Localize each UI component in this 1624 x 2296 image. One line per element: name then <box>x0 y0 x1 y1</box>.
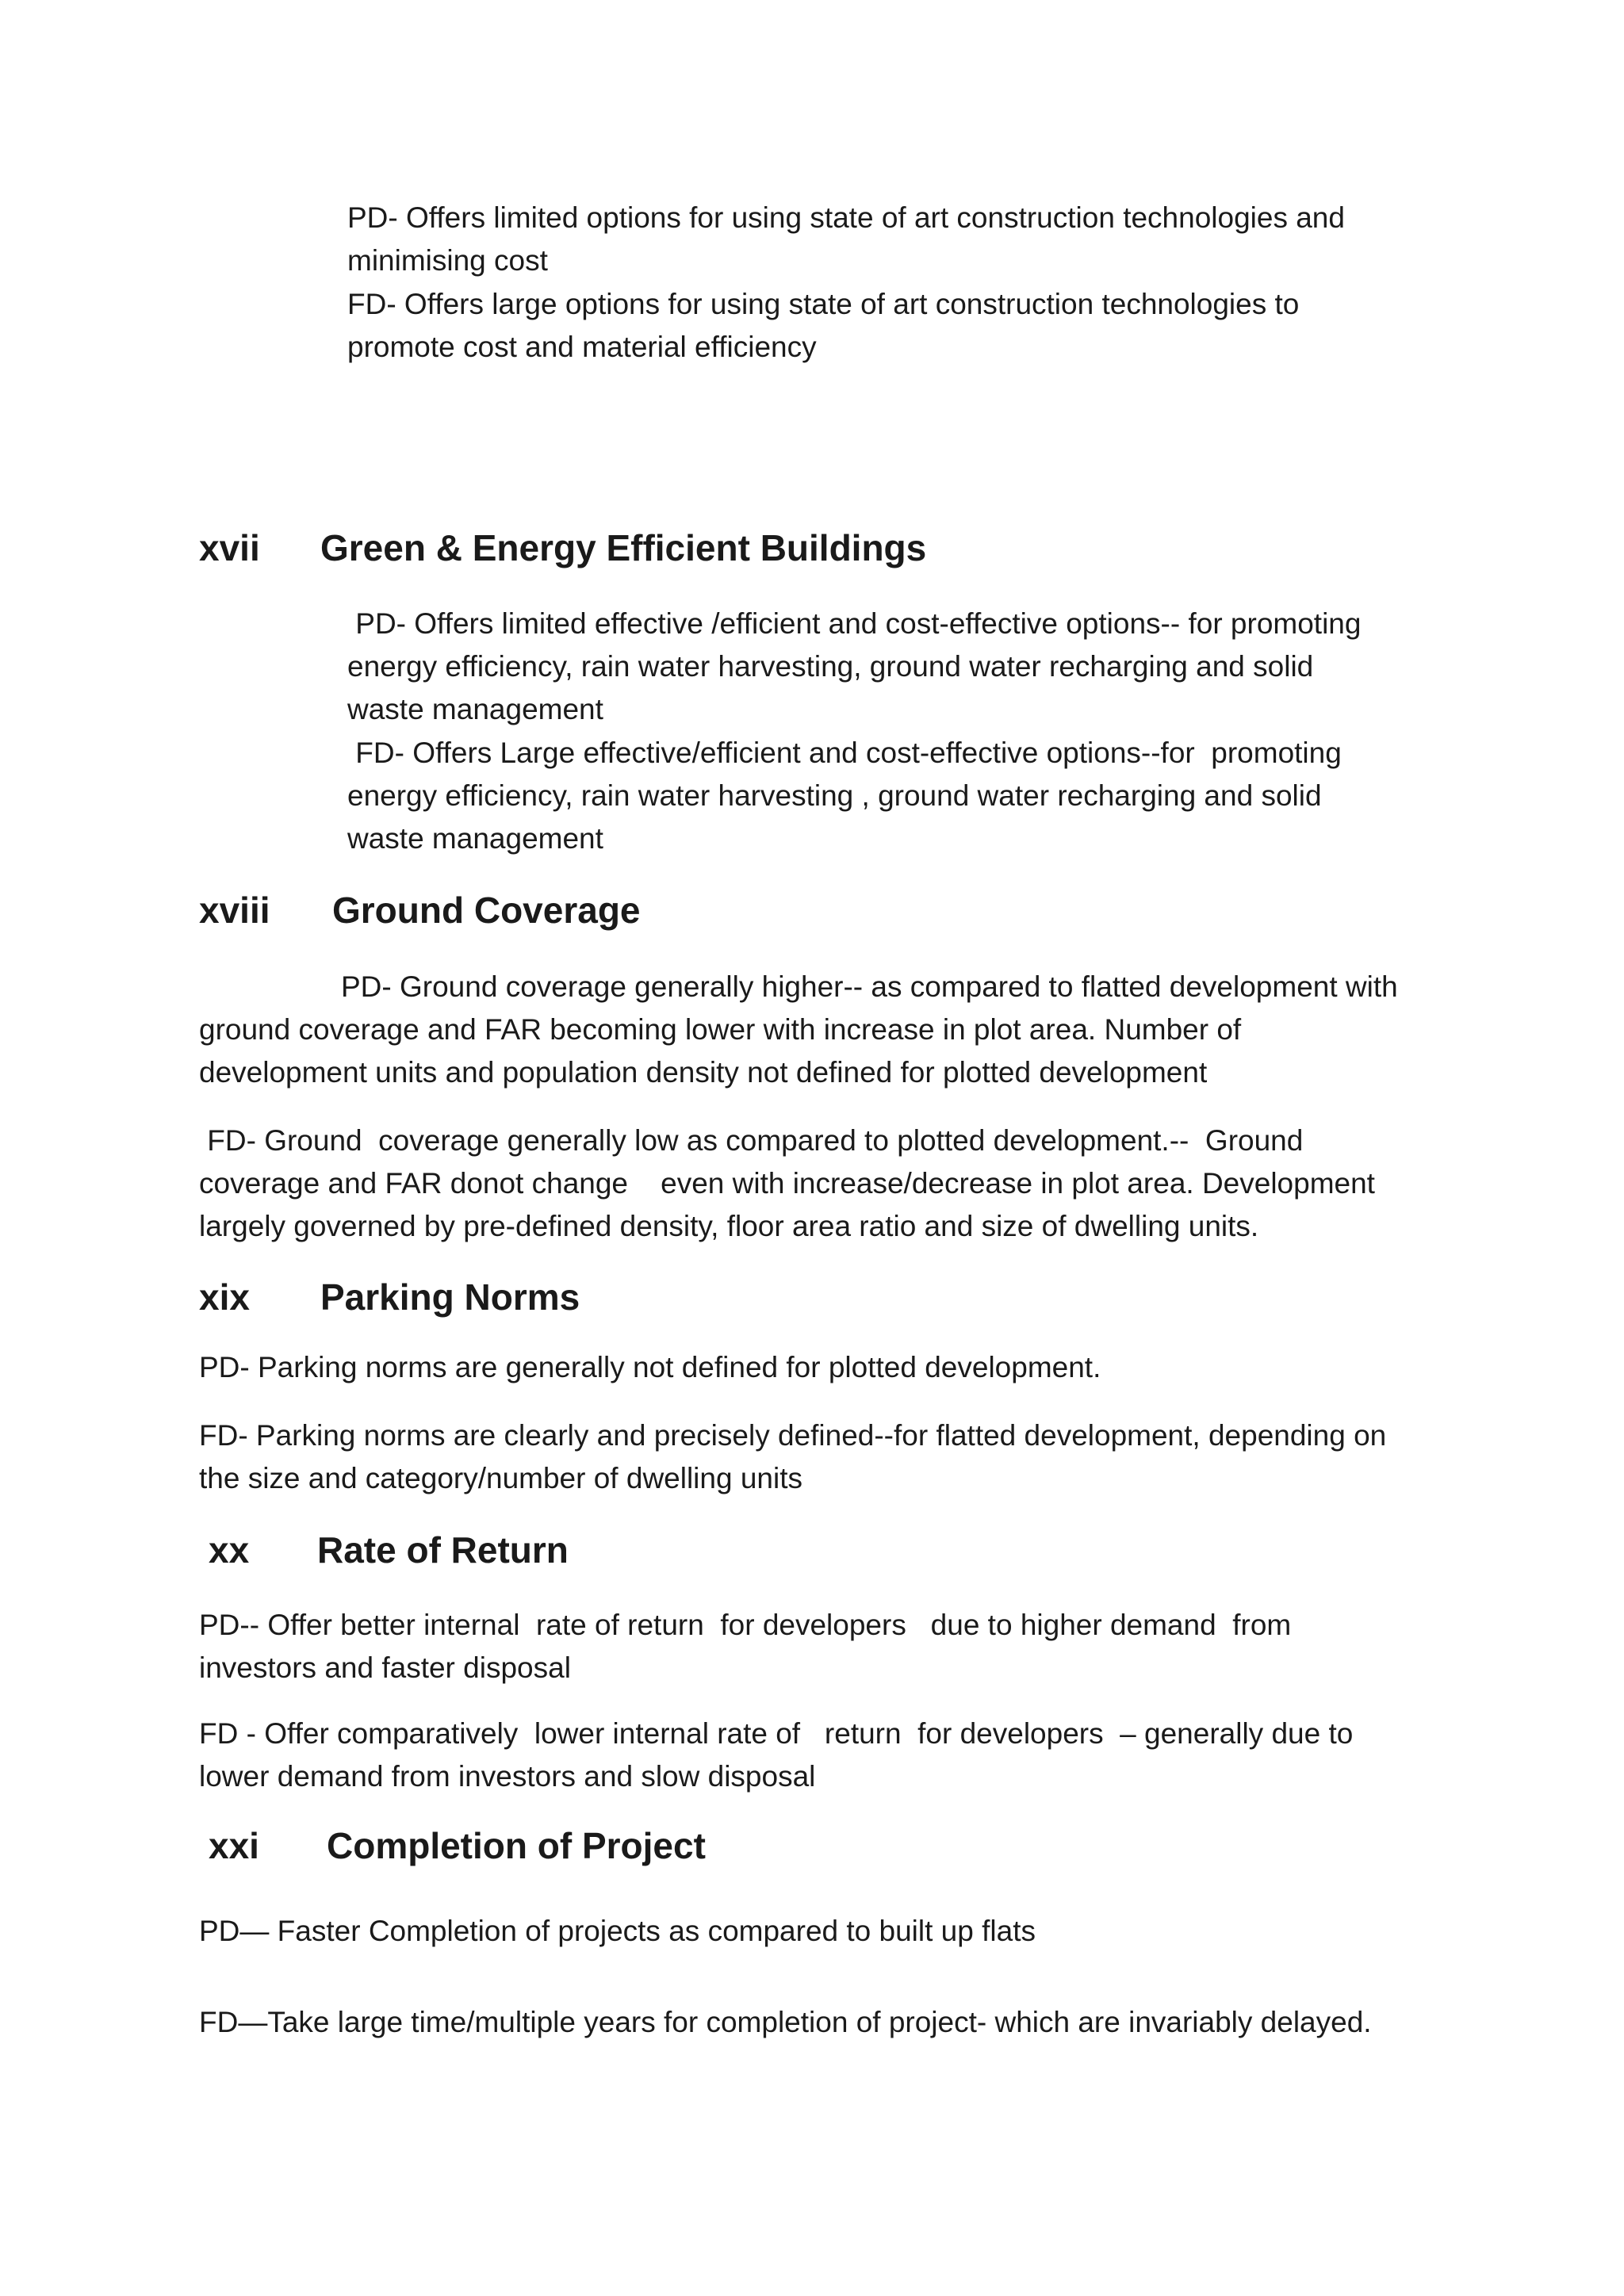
text-line: ground coverage and FAR becoming lower with increase in plot area. Number of <box>199 1013 1242 1046</box>
text-line: PD- Parking norms are generally not defined for plotted development. <box>199 1351 1101 1383</box>
xx-fd-paragraph <box>199 1712 1353 1798</box>
text-line: FD- Ground coverage generally low as compared to plotted development.-- Ground <box>199 1124 1304 1157</box>
text-line: waste management <box>347 822 603 855</box>
section-title: Rate of Return <box>317 1529 569 1571</box>
text-line: PD- Ground coverage generally higher-- as compared to flatted development with <box>341 970 1398 1003</box>
section-number: xix <box>199 1276 250 1318</box>
xxi-pd-paragraph <box>199 1910 1036 1953</box>
text-line: PD— Faster Completion of projects as compared to built up flats <box>199 1915 1036 1947</box>
text-line: FD- Offers Large effective/efficient and cost-effective options--for promoting <box>347 737 1342 769</box>
section-title: Completion of Project <box>327 1825 706 1866</box>
section-number: xvii <box>199 527 260 568</box>
text-line: development units and population density not defined for plotted development <box>199 1056 1208 1089</box>
text-line: minimising cost <box>347 244 548 277</box>
section-title: Parking Norms <box>320 1276 580 1318</box>
xvii-pd-paragraph <box>347 603 1361 731</box>
text-line: the size and category/number of dwelling units <box>199 1462 802 1494</box>
text-line: FD - Offer comparatively lower internal rate of return for developers – generally due to <box>199 1717 1354 1750</box>
section-number: xxi <box>209 1825 259 1866</box>
text-line: energy efficiency, rain water harvesting, ground water recharging and solid <box>347 650 1314 683</box>
xix-fd-paragraph <box>199 1414 1386 1500</box>
text-line: PD-- Offer better internal rate of return for developers due to higher demand from <box>199 1609 1292 1641</box>
section-number: xviii <box>199 890 270 931</box>
xxi-fd-paragraph <box>199 2001 1372 2044</box>
text-line: FD- Offers large options for using state of art construction technologies to <box>347 288 1300 320</box>
xviii-fd-paragraph <box>199 1119 1375 1248</box>
section-title: Ground Coverage <box>332 890 641 931</box>
section-title: Green & Energy Efficient Buildings <box>320 527 927 568</box>
text-line: FD—Take large time/multiple years for completion of project- which are invariably delayed. <box>199 2006 1372 2038</box>
intro-fd-paragraph <box>347 283 1299 369</box>
section-number: xx <box>209 1529 250 1571</box>
text-line: investors and faster disposal <box>199 1651 571 1684</box>
xviii-pd-paragraph <box>199 966 1398 1094</box>
text-line: lower demand from investors and slow disposal <box>199 1760 816 1793</box>
text-line: promote cost and material efficiency <box>347 331 817 363</box>
text-line: PD- Offers limited effective /efficient and cost-effective options-- for promoting <box>347 607 1362 640</box>
text-line: FD- Parking norms are clearly and precisely defined--for flatted development, depending on <box>199 1419 1387 1452</box>
text-line: waste management <box>347 693 603 725</box>
text-line: PD- Offers limited options for using state of art construction technologies and <box>347 201 1345 234</box>
xvii-fd-paragraph <box>347 732 1342 860</box>
text-line: largely governed by pre-defined density, floor area ratio and size of dwelling units. <box>199 1210 1259 1242</box>
intro-pd-paragraph <box>347 197 1345 282</box>
text-line: coverage and FAR donot change even with increase/decrease in plot area. Development <box>199 1167 1375 1200</box>
text-line: energy efficiency, rain water harvesting , ground water recharging and solid <box>347 779 1322 812</box>
xix-pd-paragraph <box>199 1346 1101 1389</box>
xx-pd-paragraph <box>199 1604 1291 1689</box>
